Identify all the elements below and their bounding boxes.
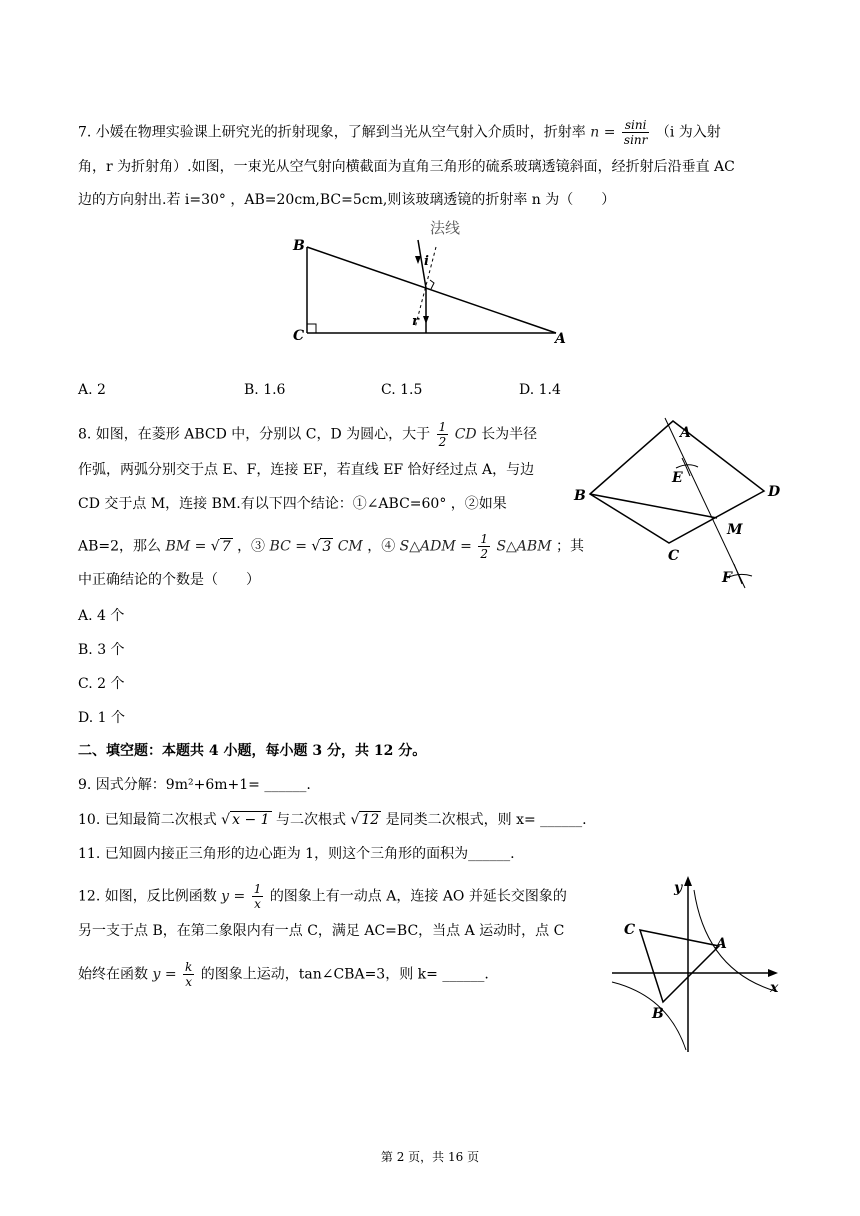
q8-label-e: E [672,470,683,486]
q8-label-f: F [722,570,732,586]
q12-label-x: x [770,980,779,996]
q8-option-b: B. 3 个 [78,642,125,658]
q7-label-i: i [424,254,429,269]
q8-line3: CD 交于点 M，连接 BM.有以下四个结论：①∠ABC=60° ，②如果 [78,496,507,512]
q7-option-d: D. 1.4 [519,382,561,398]
q7-formula-lhs: n = [590,124,616,141]
q7-line1: 7. 小媛在物理实验课上研究光的折射现象，了解到当光从空气射入介质时，折射率 n = $\frac{\sin i}{\sin r}$ （i 为入射 [78,118,721,147]
q7-label-b: B [293,238,305,254]
q12-label-a: A [716,936,727,952]
q11: 11. 已知圆内接正三角形的边心距为 1，则这个三角形的面积为______. [78,846,515,862]
q8-line5: 中正确结论的个数是（ ） [78,572,260,588]
q10: 10. 已知最简二次根式 √ x − 1 与二次根式 √ 12 是同类二次根式，则 x= ______. [78,812,587,828]
q7-line2: 角，r 为折射角）.如图，一束光从空气射向横截面为直角三角形的硫系玻璃透镜斜面，经折射后沿垂直 AC [78,159,735,175]
q12-label-y: y [674,880,683,896]
q7-line3: 边的方向射出.若 i=30° ，AB=20cm,BC=5cm,则该玻璃透镜的折射率 n 为（ ） [78,192,616,208]
q8-label-c: C [668,548,680,564]
q7-option-a: A. 2 [78,382,106,398]
q12-line1: 12. 如图，反比例函数 y = $\frac{1}{x}$ 的图象上有一动点 A，连接 AO 并延长交图象的 [78,882,567,911]
q7-label-r: r [412,314,419,329]
q7-label-a: A [555,331,566,347]
q8-line1: 8. 如图，在菱形 ABCD 中，分别以 C，D 为圆心，大于 $\frac{1}{2}$ CD 长为半径 [78,420,538,449]
q7-formula-fraction: $\frac{\sin i}{\sin r}$ [623,118,648,147]
q7-figure [280,210,580,350]
section-2-heading: 二、填空题：本题共 4 小题，每小题 3 分，共 12 分。 [78,743,427,759]
q7-label-c: C [293,328,305,344]
q12-line3: 始终在函数 y = $\frac{k}{x}$ 的图象上运动，tan∠CBA=3，则 k= ______. [78,960,489,989]
q8-label-b: B [574,488,586,504]
q8-half-fraction: $\frac{1}{2}$ [438,420,447,449]
q8-line2: 作弧，两弧分别交于点 E、F，连接 EF，若直线 EF 恰好经过点 A，与边 [78,462,535,478]
q7-option-c: C. 1.5 [381,382,423,398]
q8-option-c: C. 2 个 [78,676,125,692]
q7-option-b: B. 1.6 [244,382,286,398]
q8-option-d: D. 1 个 [78,710,125,726]
q8-label-a: A [680,425,691,441]
q12-label-b: B [652,1006,664,1022]
q8-figure [570,410,790,595]
page-footer: 第 2 页，共 16 页 [380,1150,480,1164]
q8-label-m: M [727,522,743,538]
q12-line2: 另一支于点 B，在第二象限内有一点 C，满足 AC=BC，当点 A 运动时，点 C [78,923,565,939]
q12-label-c: C [624,922,636,938]
q7-label-normal: 法线 [430,219,461,237]
q9: 9. 因式分解：9m²+6m+1= ______. [78,777,311,793]
q12-figure [600,872,790,1054]
q8-line4: AB=2，那么 BM = √ 7 ，③ BC = √ 3 CM ，④ S△ADM = $\frac{1}{2}$ S△ABM ；其 [78,532,584,561]
q8-label-d: D [768,484,781,500]
q8-option-a: A. 4 个 [78,608,125,624]
